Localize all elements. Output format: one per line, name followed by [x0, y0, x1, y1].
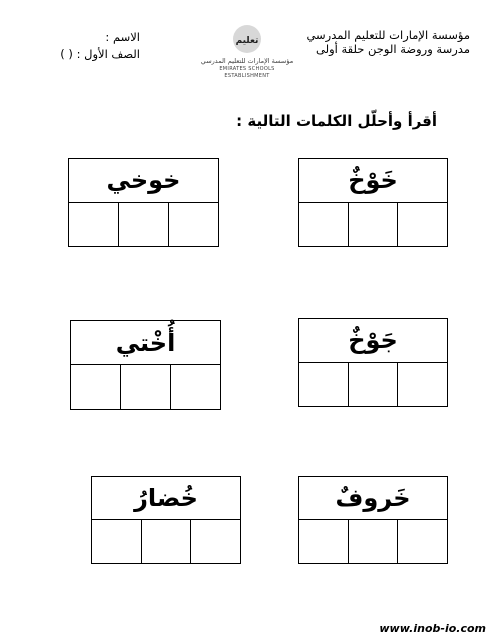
word-card	[91, 476, 241, 564]
class-label: الصف الأول : ( )	[60, 47, 140, 61]
letter-box[interactable]	[92, 520, 141, 563]
letter-box[interactable]	[190, 520, 240, 563]
logo-mark-icon	[232, 24, 262, 54]
logo-mark-text: تعليم	[235, 36, 259, 46]
institution-header	[306, 28, 470, 56]
letter-box[interactable]	[397, 363, 447, 407]
word-text: خُضارُ	[92, 477, 240, 520]
instruction: أقرأ وأحلّل الكلمات التالية :	[236, 112, 437, 130]
logo-english-text: EMIRATES SCHOOLS ESTABLISHMENT	[219, 66, 275, 79]
website-footer[interactable]: www.inob-io.com	[379, 622, 486, 635]
logo	[200, 24, 294, 80]
letter-box[interactable]	[71, 365, 120, 409]
letter-box[interactable]	[397, 520, 447, 563]
word-text: أُخْتي	[71, 321, 220, 365]
word-text: خَروفٌ	[299, 477, 447, 520]
letter-box[interactable]	[170, 365, 220, 409]
school-name: مدرسة وروضة الوجن حلقة أولى	[315, 42, 470, 56]
letter-box[interactable]	[299, 520, 348, 563]
student-info	[40, 29, 140, 63]
name-label: الاسم :	[105, 30, 140, 44]
letter-box[interactable]	[120, 365, 170, 409]
logo-arabic-text: مؤسسة الإمارات للتعليم المدرسي	[200, 57, 294, 65]
word-text: خوخي	[69, 159, 218, 203]
letter-box[interactable]	[348, 520, 398, 563]
word-card	[298, 318, 448, 407]
letter-box[interactable]	[397, 203, 447, 247]
word-text: جَوْخٌ	[299, 319, 447, 363]
letter-box[interactable]	[118, 203, 168, 247]
letter-box[interactable]	[69, 203, 118, 247]
institution-name: مؤسسة الإمارات للتعليم المدرسي	[306, 28, 470, 42]
letter-box[interactable]	[348, 203, 398, 247]
letter-box[interactable]	[141, 520, 191, 563]
word-text: خَوْخٌ	[299, 159, 447, 203]
word-card	[70, 320, 221, 410]
letter-box[interactable]	[299, 203, 348, 247]
word-card	[298, 476, 448, 564]
word-card	[68, 158, 219, 247]
letter-box[interactable]	[299, 363, 348, 407]
word-card	[298, 158, 448, 247]
letter-box[interactable]	[168, 203, 218, 247]
letter-box[interactable]	[348, 363, 398, 407]
